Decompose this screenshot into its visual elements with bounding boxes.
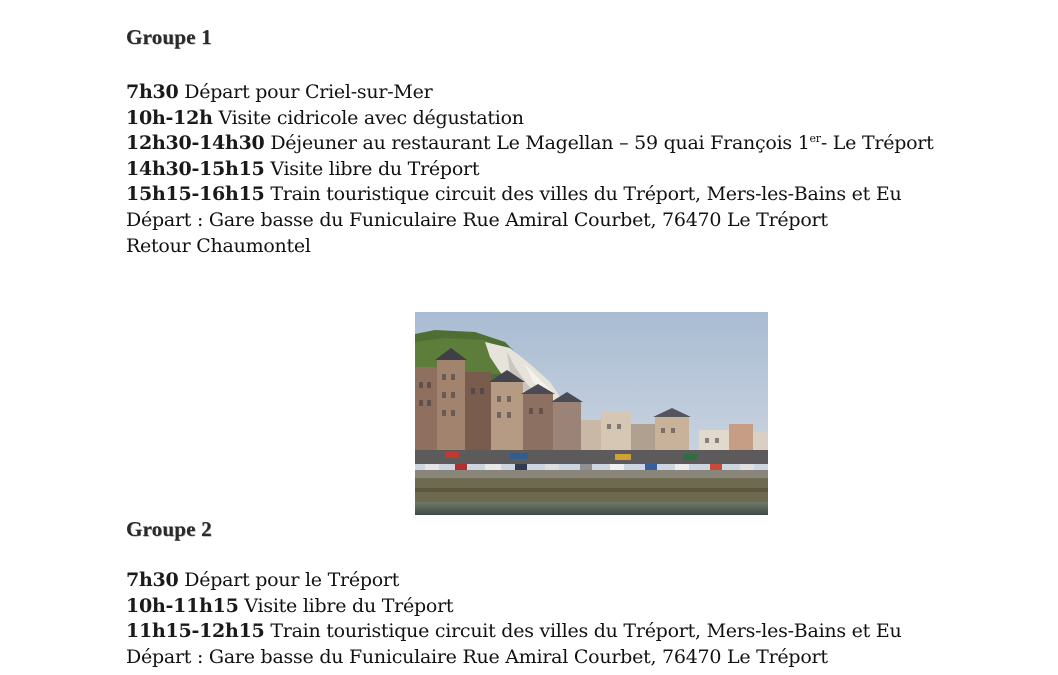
schedule-text-after: - Le Tréport bbox=[820, 132, 934, 155]
schedule-line bbox=[126, 157, 934, 183]
schedule-time: 10h-12h bbox=[126, 106, 213, 129]
schedule-text: Départ pour Criel-sur-Mer bbox=[178, 81, 433, 103]
schedule-time: 12h30-14h30 bbox=[126, 132, 265, 155]
schedule-line bbox=[126, 594, 901, 620]
schedule-line bbox=[126, 645, 901, 671]
schedule-line bbox=[126, 131, 934, 157]
schedule-time: 14h30-15h15 bbox=[126, 157, 265, 180]
schedule-time: 11h15-12h15 bbox=[126, 620, 265, 643]
schedule-line bbox=[126, 106, 934, 132]
schedule-line bbox=[126, 80, 934, 106]
schedule-line bbox=[126, 182, 934, 208]
schedule-line bbox=[126, 619, 901, 645]
le-treport-photo bbox=[415, 312, 768, 515]
schedule-text: Visite libre du Tréport bbox=[238, 594, 454, 617]
schedule-time: 7h30 bbox=[126, 81, 179, 103]
group-2-heading: Groupe 2 bbox=[126, 517, 212, 541]
schedule-text: Départ pour le Tréport bbox=[178, 569, 400, 591]
schedule-text: Train touristique circuit des villes du Tréport, Mers-les-Bains et Eu bbox=[264, 183, 902, 206]
schedule-text: Train touristique circuit des villes du Tréport, Mers-les-Bains et Eu bbox=[264, 620, 902, 643]
schedule-text: Déjeuner au restaurant Le Magellan – 59 quai François 1 bbox=[264, 132, 810, 155]
group-2-schedule bbox=[126, 568, 901, 670]
schedule-time: 7h30 bbox=[126, 569, 179, 591]
schedule-line bbox=[126, 568, 901, 594]
schedule-text: Visite libre du Tréport bbox=[264, 157, 480, 180]
schedule-line bbox=[126, 234, 934, 260]
schedule-line bbox=[126, 208, 934, 234]
group-1-heading: Groupe 1 bbox=[126, 25, 212, 49]
schedule-text: Départ : Gare basse du Funiculaire Rue Amiral Courbet, 76470 Le Tréport bbox=[126, 645, 828, 668]
group-1-schedule bbox=[126, 80, 934, 259]
ordinal-superscript: er bbox=[809, 132, 821, 146]
schedule-text: Départ : Gare basse du Funiculaire Rue Amiral Courbet, 76470 Le Tréport bbox=[126, 208, 828, 231]
schedule-text: Visite cidricole avec dégustation bbox=[212, 106, 524, 129]
schedule-time: 15h15-16h15 bbox=[126, 183, 265, 206]
schedule-time: 10h-11h15 bbox=[126, 594, 239, 617]
schedule-text: Retour Chaumontel bbox=[126, 234, 311, 257]
